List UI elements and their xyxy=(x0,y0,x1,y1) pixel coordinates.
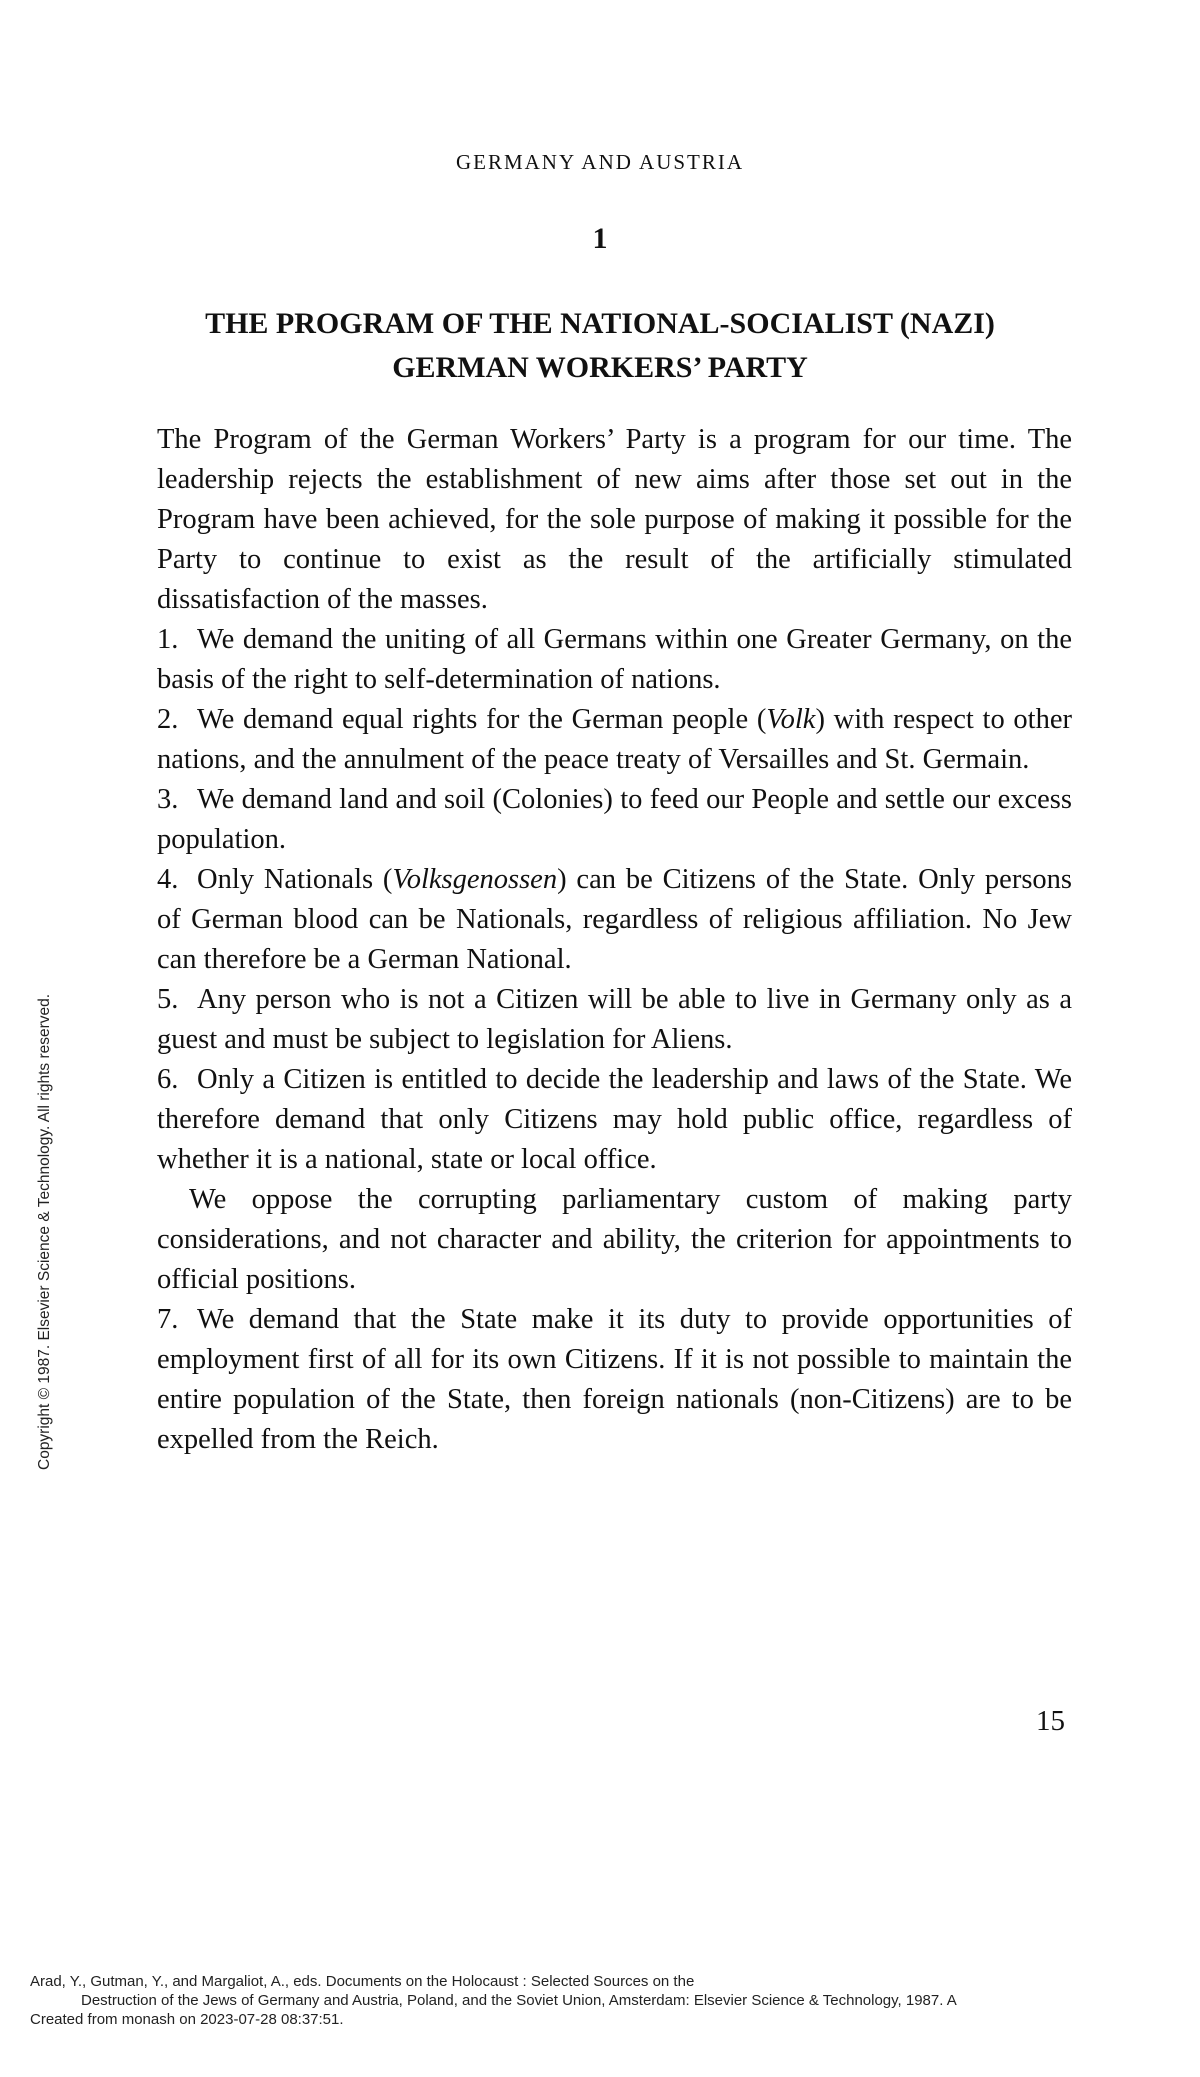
running-head: GERMANY AND AUSTRIA xyxy=(455,150,745,174)
program-point-5 xyxy=(157,980,1072,1060)
program-point-6 xyxy=(157,1060,1072,1180)
point-text: ) with respect to other nations, and the annulment of the peace treaty of Versailles and St. Germain. xyxy=(157,704,1072,775)
point-text: ) can be Citizens of the State. Only persons of German blood can be Nationals, regardless of religious affiliation. No Jew can therefore be a German National. xyxy=(157,864,1073,975)
program-point-2 xyxy=(157,700,1072,780)
point-number: 5. xyxy=(157,984,179,1015)
program-point-3 xyxy=(157,780,1072,860)
document-title-line-1: THE PROGRAM OF THE NATIONAL-SOCIALIST (NAZI) xyxy=(205,307,995,340)
point-italic-term: Volksgenossen xyxy=(392,864,558,895)
citation-line-3: Created from monash on 2023-07-28 08:37:51. xyxy=(30,2011,344,2028)
program-point-4 xyxy=(157,860,1072,980)
program-point-7 xyxy=(157,1300,1072,1460)
point-text: We demand land and soil (Colonies) to feed our People and settle our excess population. xyxy=(157,784,1072,855)
point-text: We demand that the State make it its duty to provide opportunities of employment first of all for its own Citizens. If it is not possible to maintain the entire population of the State, then foreign nationals (non-Citizens) are to be expelled from the Reich. xyxy=(157,1304,1072,1455)
document-title xyxy=(0,302,1200,390)
citation-line-1: Arad, Y., Gutman, Y., and Margaliot, A., eds. Documents on the Holocaust : Selected Sources on the xyxy=(30,1973,695,1990)
program-point-1 xyxy=(157,620,1072,700)
intro-paragraph: The Program of the German Workers’ Party is a program for our time. The leadership rejects the establishment of new aims after those set out in the Program have been achieved, for the sole purpose of making it possible for the Party to continue to exist as the result of the artificially stimulated dissatisfaction of the masses. xyxy=(157,424,1072,615)
point-text: We demand the uniting of all Germans within one Greater Germany, on the basis of the right to self-determination of nations. xyxy=(157,624,1072,695)
document-number: 1 xyxy=(592,222,608,255)
citation-line-2: Destruction of the Jews of Germany and Austria, Poland, and the Soviet Union, Amsterdam: Elsevier Science & Technology, 1987. A xyxy=(81,1992,957,2009)
point-number: 3. xyxy=(157,784,179,815)
point-number: 1. xyxy=(157,624,179,655)
document-title-line-2: GERMAN WORKERS’ PARTY xyxy=(392,351,808,384)
citation-footer xyxy=(30,1972,1200,2029)
document-body xyxy=(157,420,1072,1460)
point-number: 4. xyxy=(157,864,179,895)
side-copyright-notice: Copyright © 1987. Elsevier Science & Technology. All rights reserved. xyxy=(36,993,53,1470)
program-point-6-continuation: We oppose the corrupting parliamentary custom of making party considerations, and not character and ability, the criterion for appointments to official positions. xyxy=(157,1184,1072,1295)
point-number: 7. xyxy=(157,1304,179,1335)
page-number: 15 xyxy=(1036,1705,1065,1737)
point-italic-term: Volk xyxy=(766,704,816,735)
point-number: 6. xyxy=(157,1064,179,1095)
point-text: Only Nationals ( xyxy=(197,864,393,895)
point-text: Only a Citizen is entitled to decide the leadership and laws of the State. We therefore demand that only Citizens may hold public office, regardless of whether it is a national, state or local office. xyxy=(157,1064,1072,1175)
point-number: 2. xyxy=(157,704,179,735)
point-text: Any person who is not a Citizen will be able to live in Germany only as a guest and must be subject to legislation for Aliens. xyxy=(157,984,1072,1055)
point-text: We demand equal rights for the German people ( xyxy=(197,704,767,735)
